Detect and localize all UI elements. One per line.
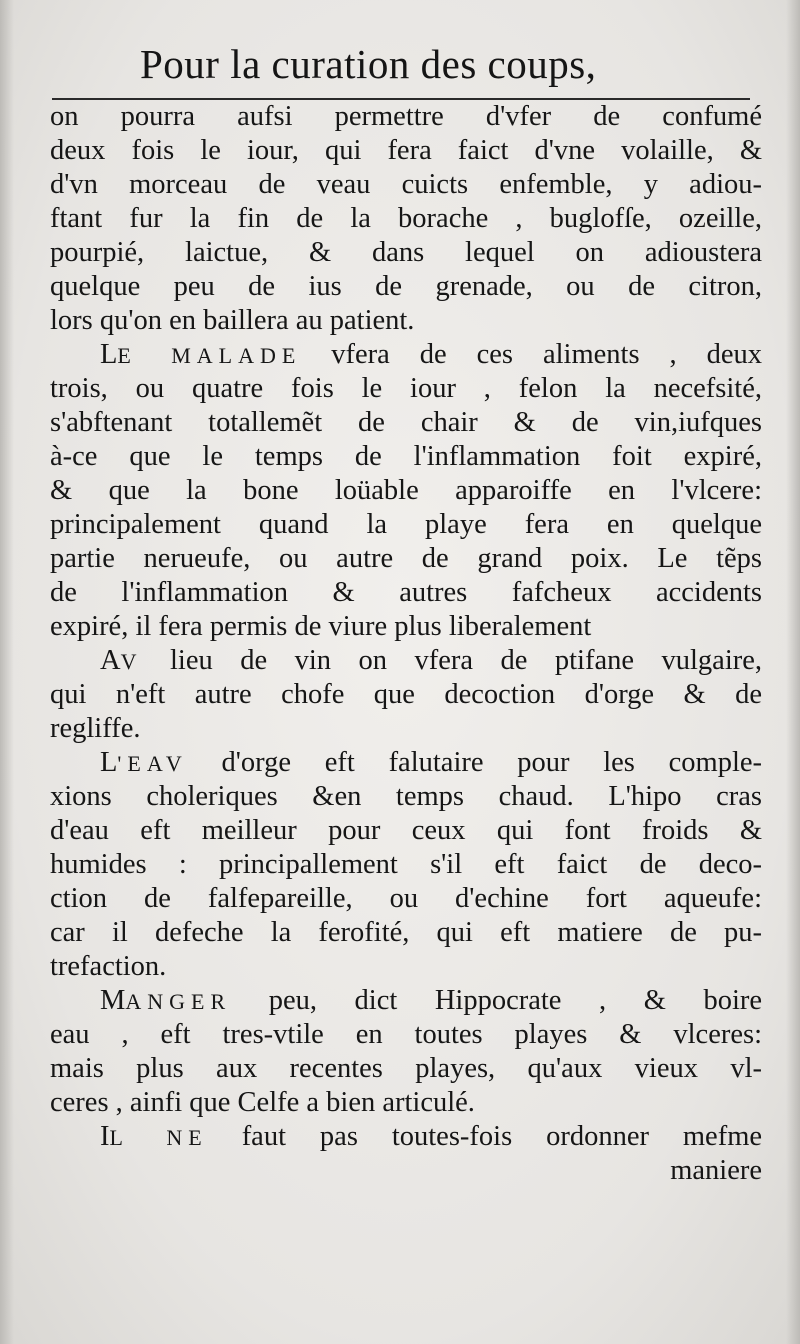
- text-line-content: pourpié, laictue, & dans lequel on adioustera: [50, 237, 762, 268]
- text-line: [50, 848, 762, 882]
- text-line: [50, 780, 762, 814]
- text-line-content: ction de falfepareille, ou d'echine fort aqueufe:: [50, 883, 762, 914]
- paragraph-lead-small-caps: L'EAV: [100, 747, 188, 778]
- text-line: [50, 508, 762, 542]
- paragraph-lead-small-caps: AV: [100, 645, 143, 676]
- text-line: [50, 984, 762, 1018]
- text-line: [50, 1018, 762, 1052]
- text-line-content: d'eau eft meilleur pour ceux qui font froids &: [50, 815, 762, 846]
- text-line-content: s'abftenant totallemẽt de chair & de vin,iufques: [50, 407, 762, 438]
- text-line-content: lieu de vin on vfera de ptifane vulgaire,: [169, 645, 762, 676]
- text-line: [50, 576, 762, 610]
- text-line-content: humides : principallement s'il eft faict de deco-: [50, 849, 762, 880]
- text-line-content: eau , eft tres-vtile en toutes playes & vlceres:: [50, 1019, 762, 1050]
- paragraph-lead-small-caps: IL NE: [100, 1121, 208, 1152]
- text-line: [50, 304, 762, 338]
- running-head: [0, 36, 800, 96]
- paragraph: [50, 338, 762, 644]
- text-line: [50, 100, 762, 134]
- text-line: [50, 236, 762, 270]
- text-line: [50, 474, 762, 508]
- text-line-content: deux fois le iour, qui fera faict d'vne volaille, &: [50, 135, 762, 166]
- text-line-content: peu, dict Hippocrate , & boire: [268, 985, 762, 1016]
- text-line: [50, 270, 762, 304]
- text-line-content: lors qu'on en baillera au patient.: [50, 305, 415, 336]
- text-line: [50, 712, 762, 746]
- paragraph-lead-small-caps: LE MALADE: [100, 339, 302, 370]
- text-line: [50, 542, 762, 576]
- text-line: [50, 644, 762, 678]
- text-line-content: ftant fur la fin de la borache , buglofſe, ozeille,: [50, 203, 762, 234]
- text-line: [50, 1086, 762, 1120]
- text-line-content: regliffe.: [50, 713, 141, 744]
- running-head-title: Pour la curation des coups,: [140, 41, 597, 87]
- text-line-content: ceres , ainfi que Celfe a bien articulé.: [50, 1087, 475, 1118]
- paragraph: [50, 1120, 762, 1154]
- text-line-content: partie nerueufe, ou autre de grand poix. Le tẽps: [50, 543, 762, 574]
- text-line-content: vfera de ces aliments , deux: [331, 339, 762, 370]
- text-line: [50, 746, 762, 780]
- text-line-content: de l'inflammation & autres fafcheux accidents: [50, 577, 762, 608]
- text-line: [50, 202, 762, 236]
- page-left-shadow: [0, 0, 14, 1344]
- text-line: [50, 678, 762, 712]
- text-line: [50, 814, 762, 848]
- text-line: [50, 168, 762, 202]
- text-line-content: car il defeche la ferofité, qui eft matiere de pu-: [50, 917, 762, 948]
- text-line-content: on pourra aufsi permettre d'vfer de confumé: [50, 101, 762, 132]
- text-line-content: expiré, il fera permis de viure plus liberalement: [50, 611, 592, 642]
- text-line: [50, 916, 762, 950]
- text-line-content: mais plus aux recentes playes, qu'aux vieux vl-: [50, 1053, 762, 1084]
- text-line: [50, 1052, 762, 1086]
- text-line-content: principalement quand la playe fera en quelque: [50, 509, 762, 540]
- page-right-shadow: [786, 0, 800, 1344]
- text-line: [50, 372, 762, 406]
- text-line: [50, 950, 762, 984]
- text-line-content: trois, ou quatre fois le iour , felon la necefsité,: [50, 373, 762, 404]
- text-line-content: d'vn morceau de veau cuicts enfemble, y adiou-: [50, 169, 762, 200]
- text-line-content: d'orge eft falutaire pour les comple-: [221, 747, 762, 778]
- body-text: [50, 100, 762, 1188]
- text-line: [50, 134, 762, 168]
- text-line-content: faut pas toutes-fois ordonner mefme: [241, 1121, 762, 1152]
- paragraph: [50, 746, 762, 984]
- text-line: [50, 1120, 762, 1154]
- text-line-content: à-ce que le temps de l'inflammation foit expiré,: [50, 441, 762, 472]
- text-line: [50, 406, 762, 440]
- text-line-content: & que la bone loüable apparoiffe en l'vlcere:: [50, 475, 762, 506]
- paragraph: [50, 644, 762, 746]
- text-line-content: qui n'eft autre chofe que decoction d'orge & de: [50, 679, 762, 710]
- paragraph: [50, 984, 762, 1120]
- text-line: [50, 338, 762, 372]
- text-line-content: xions choleriques &en temps chaud. L'hipo cras: [50, 781, 762, 812]
- paragraph: [50, 100, 762, 338]
- text-line: [50, 882, 762, 916]
- text-line: [50, 440, 762, 474]
- text-line: [50, 610, 762, 644]
- text-line-content: trefaction.: [50, 951, 167, 982]
- paragraph-lead-small-caps: MANGER: [100, 985, 232, 1016]
- text-line-content: quelque peu de ius de grenade, ou de citron,: [50, 271, 762, 302]
- catchword: maniere: [670, 1155, 762, 1186]
